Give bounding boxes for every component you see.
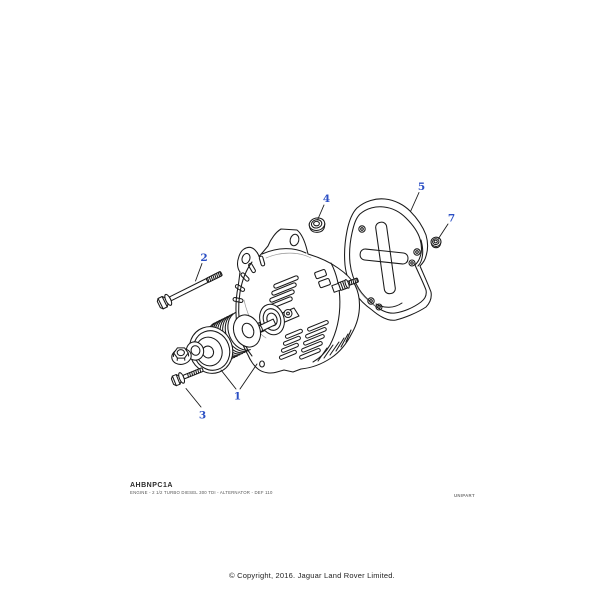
callout-2-label: 2 [200,252,208,264]
callout-3-label: 3 [198,409,207,422]
callout-7-label: 7 [447,212,456,225]
alternator-body-part-1 [233,229,360,373]
brand-label: UNIPART [454,492,475,498]
copyright-notice: © Copyright, 2016. Jaguar Land Rover Limited. [229,571,395,580]
nut-part-4 [308,217,326,233]
figure-description: ENGINE - 2 1/2 TURBO DIESEL 300 TDI - ALTERNATOR - DEF 110 [130,489,273,495]
callout-1-label: 1 [233,390,242,403]
nut-part-7 [430,236,441,247]
bolt-part-2 [156,268,224,310]
figure-code: AHBNPC1A [130,482,173,489]
callout-5-label: 5 [417,181,426,193]
callout-4-label: 4 [322,193,331,205]
